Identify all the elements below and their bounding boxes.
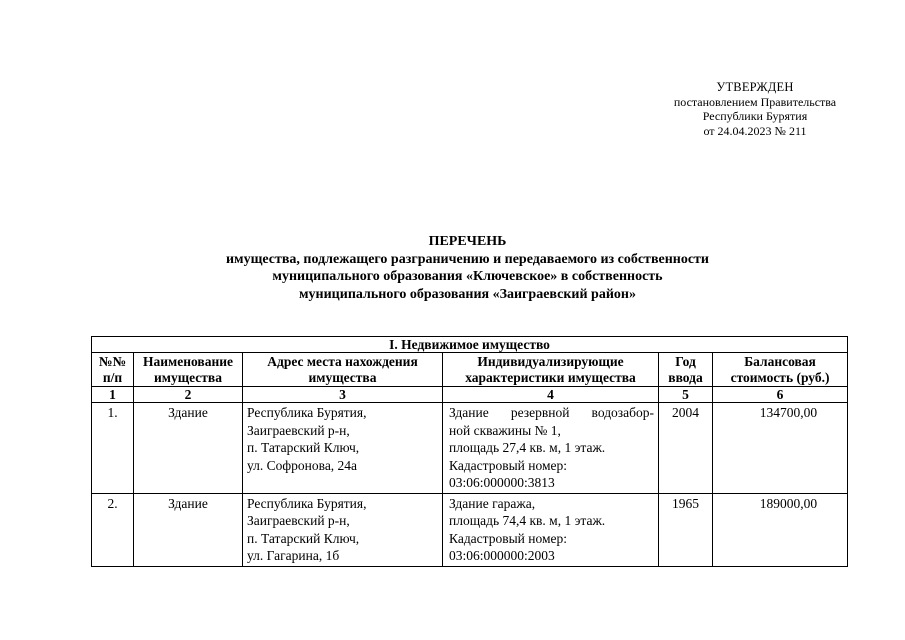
column-number: 3: [243, 387, 443, 403]
column-number: 4: [443, 387, 659, 403]
header-number: №№ п/п: [92, 353, 134, 387]
header-value: Балансовая стоимость (руб.): [713, 353, 848, 387]
property-characteristics: Здание резервной водозабор- ной скважины № 1, площадь 27,4 кв. м, 1 этаж. Кадастровый номер: 03:06:000000:3813: [443, 403, 659, 494]
title-heading: ПЕРЕЧЕНЬ: [428, 234, 507, 249]
row-number: 2.: [92, 493, 134, 566]
property-value: 189000,00: [713, 493, 848, 566]
section-title: I. Недвижимое имущество: [92, 337, 848, 353]
approval-authority-line: Республики Бурятия: [702, 109, 808, 123]
property-name: Здание: [134, 493, 243, 566]
column-number: 1: [92, 387, 134, 403]
property-table: [91, 336, 848, 567]
property-name: Здание: [134, 403, 243, 494]
approval-decree-line: постановлением Правительства: [673, 94, 837, 109]
title-line: муниципального образования «Ключевское» в собственность: [272, 269, 663, 284]
header-characteristics: Индивидуализирующие характеристики имущества: [443, 353, 659, 387]
row-number: 1.: [92, 403, 134, 494]
table-row: [92, 493, 848, 566]
property-characteristics: Здание гаража, площадь 74,4 кв. м, 1 этаж. Кадастровый номер: 03:06:000000:2003: [443, 493, 659, 566]
header-name: Наименование имущества: [134, 353, 243, 387]
column-number: 6: [713, 387, 848, 403]
approval-heading: УТВЕРЖДЕН: [716, 80, 794, 94]
header-address: Адрес места нахождения имущества: [243, 353, 443, 387]
column-number: 5: [659, 387, 713, 403]
title-line: имущества, подлежащего разграничению и передаваемого из собственности: [225, 251, 710, 267]
table-row: [92, 403, 848, 494]
header-row: [92, 353, 848, 387]
approval-date-line: от 24.04.2023 № 211: [703, 123, 807, 138]
property-year: 1965: [659, 493, 713, 566]
header-year: Год ввода: [659, 353, 713, 387]
property-address: Республика Бурятия, Заиграевский р-н, п. Татарский Ключ, ул. Софронова, 24а: [243, 403, 443, 494]
approval-stamp: [660, 80, 850, 138]
title-line: муниципального образования «Заиграевский район»: [299, 286, 636, 302]
document-title: [0, 233, 905, 303]
section-row: [92, 337, 848, 353]
column-number: 2: [134, 387, 243, 403]
property-value: 134700,00: [713, 403, 848, 494]
property-year: 2004: [659, 403, 713, 494]
column-number-row: [92, 387, 848, 403]
property-address: Республика Бурятия, Заиграевский р-н, п. Татарский Ключ, ул. Гагарина, 1б: [243, 493, 443, 566]
